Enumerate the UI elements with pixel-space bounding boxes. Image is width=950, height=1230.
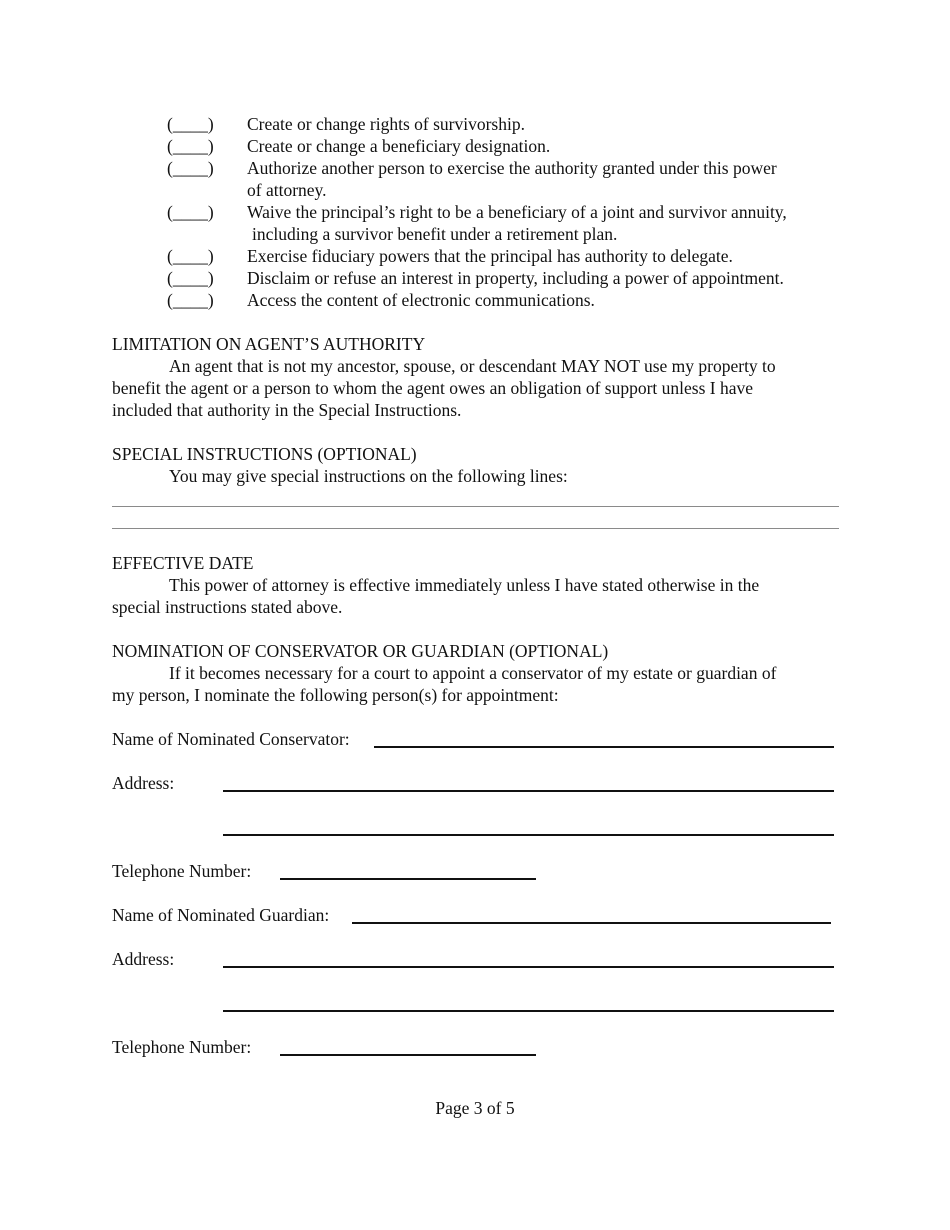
power-checkbox[interactable]: (____): [167, 202, 214, 222]
power-checkbox[interactable]: (____): [167, 246, 214, 266]
power-checkbox[interactable]: (____): [167, 268, 214, 288]
power-item-label-cont: including a survivor benefit under a retirement plan.: [252, 224, 618, 244]
power-item-label: Access the content of electronic communications.: [247, 290, 595, 310]
guardian-name-label: Name of Nominated Guardian:: [112, 905, 330, 925]
limitation-text: benefit the agent or a person to whom the agent owes an obligation of support unless I have: [112, 378, 754, 398]
limitation-text: An agent that is not my ancestor, spouse, or descendant MAY NOT use my property to: [169, 356, 776, 376]
effective-date-text: This power of attorney is effective immediately unless I have stated otherwise in the: [169, 575, 760, 595]
power-item-label: Authorize another person to exercise the authority granted under this power: [247, 158, 777, 178]
guardian-name-field[interactable]: [352, 922, 831, 924]
conservator-address-label: Address:: [112, 773, 175, 793]
power-item-label-cont: of attorney.: [247, 180, 327, 200]
power-item-label: Exercise fiduciary powers that the principal has authority to delegate.: [247, 246, 733, 266]
guardian-address-field-2[interactable]: [223, 1010, 834, 1012]
special-instructions-heading: SPECIAL INSTRUCTIONS (OPTIONAL): [112, 444, 417, 464]
limitation-heading: LIMITATION ON AGENT’S AUTHORITY: [112, 334, 426, 354]
page-number: Page 3 of 5: [435, 1098, 515, 1118]
guardian-telephone-label: Telephone Number:: [112, 1037, 252, 1057]
conservator-telephone-field[interactable]: [280, 878, 536, 880]
power-checkbox[interactable]: (____): [167, 290, 214, 310]
power-item-label: Create or change a beneficiary designation.: [247, 136, 551, 156]
conservator-name-field[interactable]: [374, 746, 834, 748]
special-instructions-line[interactable]: [112, 528, 839, 529]
nomination-text: If it becomes necessary for a court to appoint a conservator of my estate or guardian of: [169, 663, 777, 683]
nomination-heading: NOMINATION OF CONSERVATOR OR GUARDIAN (OPTIONAL): [112, 641, 609, 661]
special-instructions-intro: You may give special instructions on the following lines:: [169, 466, 568, 486]
conservator-address-field-2[interactable]: [223, 834, 834, 836]
guardian-address-label: Address:: [112, 949, 175, 969]
limitation-text: included that authority in the Special Instructions.: [112, 400, 462, 420]
guardian-address-field-1[interactable]: [223, 966, 834, 968]
conservator-address-field-1[interactable]: [223, 790, 834, 792]
power-checkbox[interactable]: (____): [167, 114, 214, 134]
nomination-text: my person, I nominate the following person(s) for appointment:: [112, 685, 559, 705]
power-item-label: Disclaim or refuse an interest in property, including a power of appointment.: [247, 268, 784, 288]
conservator-name-label: Name of Nominated Conservator:: [112, 729, 350, 749]
power-item-label: Create or change rights of survivorship.: [247, 114, 525, 134]
power-checkbox[interactable]: (____): [167, 136, 214, 156]
power-item-label: Waive the principal’s right to be a beneficiary of a joint and survivor annuity,: [247, 202, 787, 222]
conservator-telephone-label: Telephone Number:: [112, 861, 252, 881]
guardian-telephone-field[interactable]: [280, 1054, 536, 1056]
power-checkbox[interactable]: (____): [167, 158, 214, 178]
special-instructions-line[interactable]: [112, 506, 839, 507]
effective-date-heading: EFFECTIVE DATE: [112, 553, 254, 573]
effective-date-text: special instructions stated above.: [112, 597, 343, 617]
